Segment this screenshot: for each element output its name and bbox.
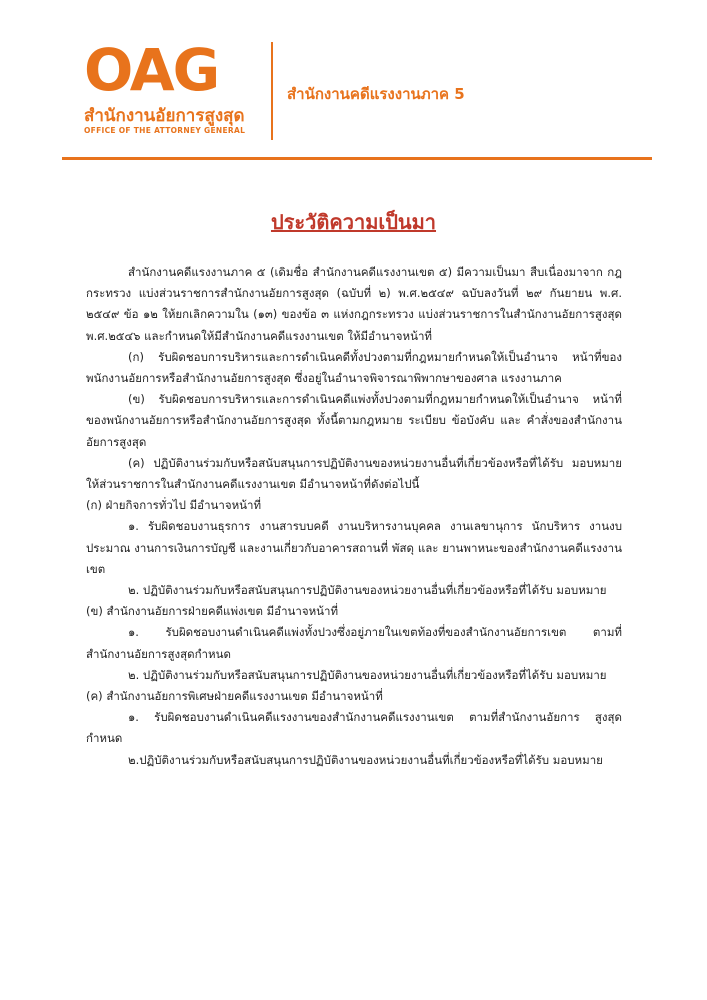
paragraph: (ข) รับผิดชอบการบริหารและการดำเนินคดีแพ่งทั้งปวงตามที่กฎหมายกำหนดให้เป็นอำนาจ หน้าที่ของพนักงานอัยการหรือสำนักงานอัยการสูงสุด ทั้งนี้ตามกฎหมาย ระเบียบ ข้อบังคับ และ คำสั่งของสำนักงานอัยการสูงสุด — [86, 392, 622, 449]
paragraph: สำนักงานคดีแรงงานภาค ๕ (เดิมชื่อ สำนักงานคดีแรงงานเขต ๕) มีความเป็นมา สืบเนื่องมาจาก กฎกระทรวง แบ่งส่วนราชการสำนักงานอัยการสูงสุด (ฉบับที่ ๒) พ.ศ.๒๕๔๙ ฉบับลงวันที่ ๒๙ กันยายน พ.ศ. ๒๕๔๙ ข้อ ๑๒ ให้ยกเลิกความใน (๑๓) ของข้อ ๓ แห่งกฎกระทรวง แบ่งส่วนราชการในสำนักงานอัยการสูงสุด พ.ศ.๒๕๔๖ และกำหนดให้มีสำนักงานคดีแรงงานเขต ให้มีอำนาจหน้าที่ — [86, 265, 622, 343]
paragraph: ๒.ปฏิบัติงานร่วมกับหรือสนับสนุนการปฏิบัติงานของหน่วยงานอื่นที่เกี่ยวข้องหรือที่ได้รับ มอบหมาย — [128, 752, 603, 767]
paragraph: ๑. รับผิดชอบงานธุรการ งานสารบบคดี งานบริหารงานบุคคล งานเลขานุการ นักบริหาร งานงบประมาณ งานการเงินการบัญชี และงานเกี่ยวกับอาคารสถานที่ พัสดุ และ ยานพาหนะของสำนักงานคดีแรงงานเขต — [86, 519, 622, 576]
office-name: สำนักงานคดีแรงงานภาค 5 — [287, 85, 465, 103]
header-divider — [271, 42, 273, 140]
section-heading: (ค) สำนักงานอัยการพิเศษฝ่ายคดีแรงงานเขต มีอำนาจหน้าที่ — [86, 689, 383, 704]
section-heading: (ข) สำนักงานอัยการฝ่ายคดีแพ่งเขต มีอำนาจหน้าที่ — [86, 604, 339, 619]
logo-english-name: OFFICE OF THE ATTORNEY GENERAL — [84, 126, 246, 135]
header-rule — [62, 157, 652, 160]
section-heading: (ก) ฝ่ายกิจการทั่วไป มีอำนาจหน้าที่ — [86, 498, 262, 513]
document-body — [86, 262, 622, 771]
paragraph: ๑. รับผิดชอบงานดำเนินคดีแรงงานของสำนักงานคดีแรงงานเขต ตามที่สำนักงานอัยการ สูงสุดกำหนด — [86, 710, 622, 746]
paragraph: ๒. ปฏิบัติงานร่วมกับหรือสนับสนุนการปฏิบัติงานของหน่วยงานอื่นที่เกี่ยวข้องหรือที่ได้รับ มอบหมาย — [128, 583, 607, 598]
page-title: ประวัติความเป็นมา — [270, 210, 437, 234]
paragraph: (ก) รับผิดชอบการบริหารและการดำเนินคดีทั้งปวงตามที่กฎหมายกำหนดให้เป็นอำนาจ หน้าที่ของพนักงานอัยการหรือสำนักงานอัยการสูงสุด ซึ่งอยู่ในอำนาจพิจารณาพิพากษาของศาล แรงงานภาค — [86, 349, 622, 386]
logo-thai-name: สำนักงานอัยการสูงสุด — [84, 106, 245, 126]
oag-logo — [84, 36, 254, 140]
paragraph: (ค) ปฏิบัติงานร่วมกับหรือสนับสนุนการปฏิบัติงานของหน่วยงานอื่นที่เกี่ยวข้องหรือที่ได้รับ มอบหมายให้ส่วนราชการในสำนักงานคดีแรงงานเขต มีอำนาจหน้าที่ดังต่อไปนี้ — [86, 455, 622, 492]
logo-mark: OAG — [84, 36, 219, 104]
paragraph: ๑. รับผิดชอบงานดำเนินคดีแพ่งทั้งปวงซึ่งอยู่ภายในเขตท้องที่ของสำนักงานอัยการเขต ตามที่สำนักงานอัยการสูงสุดกำหนด — [86, 625, 622, 661]
paragraph: ๒. ปฏิบัติงานร่วมกับหรือสนับสนุนการปฏิบัติงานของหน่วยงานอื่นที่เกี่ยวข้องหรือที่ได้รับ มอบหมาย — [128, 667, 607, 682]
